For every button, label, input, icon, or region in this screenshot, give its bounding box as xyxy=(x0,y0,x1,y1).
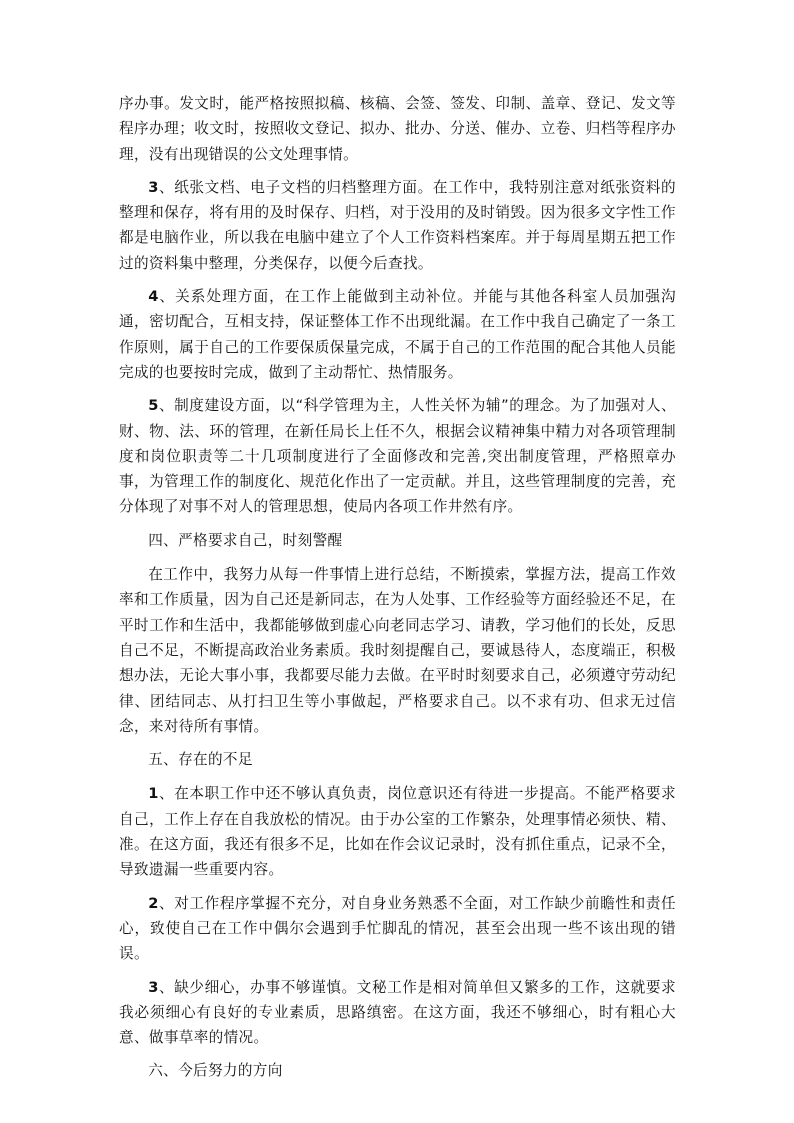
section-heading xyxy=(119,1058,676,1083)
heading-text: 六、今后努力的方向 xyxy=(148,1062,283,1080)
body-paragraph xyxy=(119,175,676,276)
body-paragraph xyxy=(119,781,676,882)
paragraph-text: 在工作中，我努力从每一件事情上进行总结，不断摸索，掌握方法，提高工作效率和工作质量，因为自己还是新同志，在为人处事、工作经验等方面经验还不足，在平时工作和生活中，我都能够做到虚心向老同志学习、请教，学习他们的长处，反思自己不足，不断提高政治业务素质。我时刻提醒自己，要诚恳待人，态度端正，积极想办法，无论大事小事，我都要尽能力去做。在平时时刻要求自己，必须遵守劳动纪律、团结同志、从打扫卫生等小事做起，严格要求自己。以不求有功、但求无过信念，来对待所有事情。 xyxy=(119,566,676,735)
section-heading xyxy=(119,747,676,772)
body-paragraph xyxy=(119,393,676,519)
section-heading xyxy=(119,528,676,553)
list-number: 4 xyxy=(148,288,159,306)
list-number: 3 xyxy=(148,978,159,996)
paragraph-text: 、对工作程序掌握不充分，对自身业务熟悉不全面，对工作缺少前瞻性和责任心，致使自己在工作中偶尔会遇到手忙脚乱的情况，甚至会出现一些不该出现的错误。 xyxy=(119,894,676,963)
list-number: 1 xyxy=(148,785,159,803)
paragraph-text: 、纸张文档、电子文档的归档整理方面。在工作中，我特别注意对纸张资料的整理和保存，将有用的及时保存、归档，对于没用的及时销毁。因为很多文字性工作都是电脑作业，所以我在电脑中建立了个人工作资料档案库。并于每周星期五把工作过的资料集中整理，分类保存，以便今后查找。 xyxy=(119,178,676,272)
paragraph-text: 、制度建设方面，以“科学管理为主，人性关怀为辅”的理念。为了加强对人、财、物、法、环的管理，在新任局长上任不久，根据会议精神集中精力对各项管理制度和岗位职责等二十几项制度进行了全面修改和完善,突出制度管理，严格照章办事，为管理工作的制度化、规范化作出了一定贡献。并且，这些管理制度的完善，充分体现了对事不对人的管理思想，使局内各项工作井然有序。 xyxy=(119,397,676,516)
body-paragraph xyxy=(119,891,676,967)
document-body xyxy=(119,91,676,1093)
heading-text: 五、存在的不足 xyxy=(148,751,253,769)
paragraph-text: 、缺少细心，办事不够谨慎。文秘工作是相对简单但又繁多的工作，这就要求我必须细心有良好的专业素质，思路缜密。在这方面，我还不够细心，时有粗心大意、做事草率的情况。 xyxy=(119,978,676,1047)
body-paragraph xyxy=(119,562,676,739)
body-paragraph xyxy=(119,91,676,167)
paragraph-text: 序办事。发文时，能严格按照拟稿、核稿、会签、签发、印制、盖章、登记、发文等程序办理；收文时，按照收文登记、拟办、批办、分送、催办、立卷、归档等程序办理，没有出现错误的公文处理事情。 xyxy=(119,95,676,163)
body-paragraph xyxy=(119,284,676,385)
list-number: 5 xyxy=(148,397,159,415)
body-paragraph xyxy=(119,975,676,1051)
paragraph-text: 、在本职工作中还不够认真负责，岗位意识还有待进一步提高。不能严格要求自己，工作上存在自我放松的情况。由于办公室的工作繁杂，处理事情必须快、精、准。在这方面，我还有很多不足，比如在作会议记录时，没有抓住重点，记录不全，导致遗漏一些重要内容。 xyxy=(119,785,676,879)
list-number: 2 xyxy=(148,894,159,912)
heading-text: 四、严格要求自己，时刻警醒 xyxy=(148,531,343,549)
list-number: 3 xyxy=(148,178,159,196)
paragraph-text: 、关系处理方面，在工作上能做到主动补位。并能与其他各科室人员加强沟通，密切配合，互相支持，保证整体工作不出现纰漏。在工作中我自己确定了一条工作原则，属于自己的工作要保质保量完成，不属于自己的工作范围的配合其他人员能完成的也要按时完成，做到了主动帮忙、热情服务。 xyxy=(119,288,676,381)
